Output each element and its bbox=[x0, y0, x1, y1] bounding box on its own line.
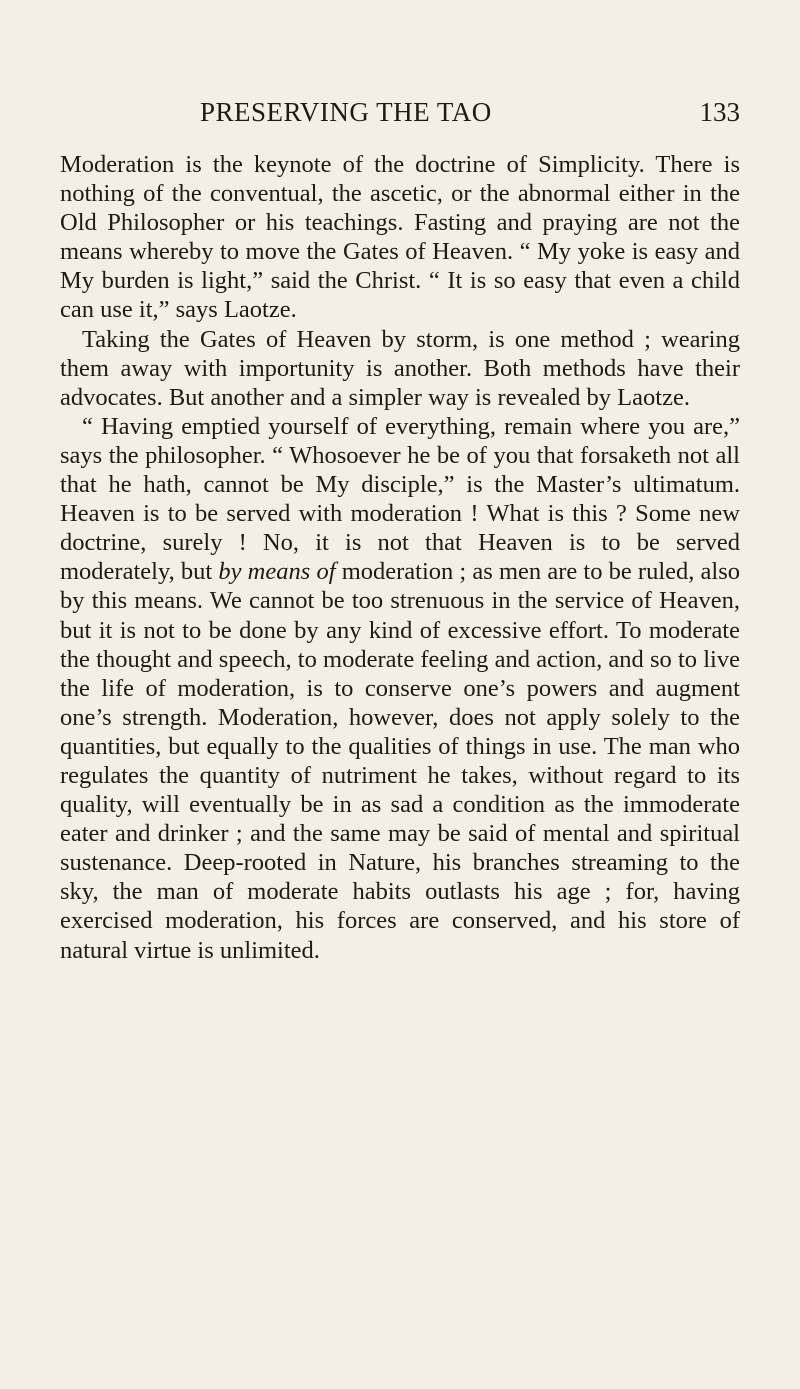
paragraph-2: Taking the Gates of Heaven by storm, is one method ; wearing them away with importunity is another. Both methods have their advocates. But another and a simpler way is revealed by Laotze. bbox=[60, 325, 740, 411]
paragraph-3-part-a: “ Having emptied yourself of everything, remain where you are,” says the philosopher. “ Whosoever he be of you that forsaketh not all that he hath, cannot be My disciple,” is the Master’s ultimatum. Heaven is to be served with moderation ! What is this ? Some new doctrine, surely ! No, it is not that Heaven is to be served moderately, but bbox=[60, 412, 740, 586]
paragraph-1: Moderation is the keynote of the doctrine of Simplicity. There is nothing of the conventual, the ascetic, or the abnormal either in the Old Philosopher or his teachings. Fasting and praying are not the means whereby to move the Gates of Heaven. “ My yoke is easy and My burden is light,” said the Christ. “ It is so easy that even a child can use it,” says Laotze. bbox=[60, 151, 740, 324]
italic-phrase: by means of bbox=[218, 558, 336, 586]
running-head bbox=[200, 92, 740, 132]
running-title: PRESERVING THE TAO bbox=[200, 97, 492, 127]
body-text bbox=[60, 150, 740, 965]
paragraph-3-part-b: moderation ; as men are to be ruled, also by this means. We cannot be too strenuous in the service of Heaven, but it is not to be done by any kind of excessive effort. To moderate the thought and speech, to moderate feeling and action, and so to live the life of moderation, is to conserve one’s powers and augment one’s strength. Moderation, however, does not apply solely to the quantities, but equally to the qualities of things in use. The man who regulates the quantity of nutriment he takes, without regard to its quality, will eventually be in as sad a condition as the immoderate eater and drinker ; and the same may be said of mental and spiritual sustenance. Deep-rooted in Nature, his branches streaming to the sky, the man of moderate habits outlasts his age ; for, having exercised moderation, his forces are conserved, and his store of natural virtue is unlimited. bbox=[60, 558, 741, 964]
paragraph-3 bbox=[60, 412, 740, 965]
page-number: 133 bbox=[699, 97, 740, 127]
